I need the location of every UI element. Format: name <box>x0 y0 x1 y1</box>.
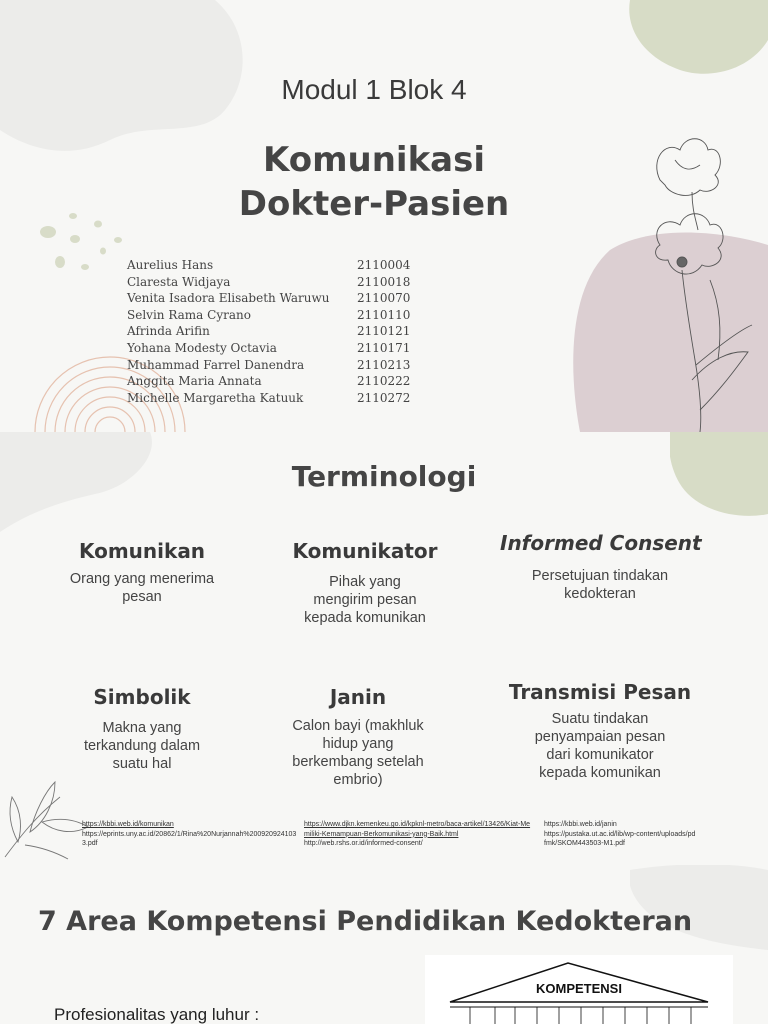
member-name: Afrinda Arifin <box>127 324 210 339</box>
member-id: 2110272 <box>357 390 411 405</box>
reference-link[interactable]: https://pustaka.ut.ac.id/lib/wp-content/uploads/pdfmk/SKOM443503-M1.pdf <box>544 830 696 847</box>
term-card <box>500 531 700 603</box>
member-name: Selvin Rama Cyrano <box>127 307 251 322</box>
top-right-sage-blob <box>620 0 768 80</box>
reference-link[interactable]: https://kbbi.web.id/komunikan <box>82 821 174 828</box>
term-description: Orang yang menerima pesan <box>69 571 215 605</box>
member-id: 2110110 <box>357 307 411 322</box>
reference-link[interactable]: http://web.rshs.or.id/informed-consent/ <box>304 840 423 847</box>
member-name: Aurelius Hans <box>127 258 214 272</box>
term-description: Makna yang terkandung dalam suatu hal <box>83 720 201 772</box>
member-id: 2110213 <box>357 357 411 372</box>
competency-slide <box>0 860 768 1024</box>
term-card <box>42 685 242 773</box>
term-card <box>265 539 465 627</box>
member-name: Yohana Modesty Octavia <box>127 340 277 355</box>
reference-link[interactable]: https://eprints.uny.ac.id/20862/1/Rina%20Nurjannah%2009209241033.pdf <box>82 830 297 847</box>
diagram-title: KOMPETENSI <box>536 981 622 996</box>
title-line-1: Komunikasi <box>262 140 486 180</box>
leaf-branch-illustration <box>0 777 90 860</box>
member-id: 2110070 <box>357 291 411 306</box>
member-id: 2110121 <box>357 324 411 339</box>
title-line-2: Dokter-Pasien <box>238 184 510 224</box>
member-name: Venita Isadora Elisabeth Waruwu <box>127 291 330 306</box>
terminology-slide <box>0 432 768 860</box>
section-title: 7 Area Kompetensi Pendidikan Kedokteran <box>38 906 693 937</box>
member-name: Claresta Widjaya <box>127 274 231 289</box>
reference-link[interactable]: https://www.djkn.kemenkeu.go.id/kpknl-metro/baca-artikel/13426/Kiat-Memiliki-Kemampuan-Berkomunikasi-yang-Baik.html <box>304 821 531 838</box>
member-id: 2110222 <box>357 374 411 389</box>
term-description: Calon bayi (makhluk hidup yang berkembang setelah embrio) <box>292 718 424 788</box>
term-description: Pihak yang mengirim pesan kepada komunikan <box>304 574 426 626</box>
references-col-2 <box>304 820 534 849</box>
section-title: Terminologi <box>291 460 477 493</box>
competency-diagram <box>425 955 733 1024</box>
member-name: Michelle Margaretha Katuuk <box>127 390 304 405</box>
term-card <box>500 680 700 782</box>
member-name: Anggita Maria Annata <box>127 374 262 389</box>
reference-link[interactable]: https://kbbi.web.id/janin <box>544 821 617 828</box>
member-id: 2110171 <box>357 340 411 355</box>
section-label: Profesionalitas yang luhur : <box>54 1005 260 1024</box>
term-title: Komunikator <box>292 539 438 563</box>
term-description: Persetujuan tindakan kedokteran <box>531 568 669 602</box>
term-title: Informed Consent <box>500 531 702 555</box>
competency-house-diagram <box>425 955 733 1024</box>
term-title: Simbolik <box>93 685 191 709</box>
module-subtitle: Modul 1 Blok 4 <box>281 74 467 105</box>
title-slide <box>0 0 768 432</box>
term-card <box>258 685 458 789</box>
references-col-1 <box>82 820 297 849</box>
term-card <box>42 539 242 606</box>
term-title: Transmisi Pesan <box>508 680 692 704</box>
term-title: Janin <box>329 685 387 709</box>
member-id: 2110018 <box>357 274 411 289</box>
member-name: Muhammad Farrel Danendra <box>127 357 305 372</box>
presentation-title <box>0 138 748 226</box>
term-description: Suatu tindakan penyampaian pesan dari komunikator kepada komunikan <box>534 711 666 781</box>
references-col-3 <box>544 820 696 849</box>
member-id: 2110004 <box>357 258 411 272</box>
term-title: Komunikan <box>78 539 206 563</box>
